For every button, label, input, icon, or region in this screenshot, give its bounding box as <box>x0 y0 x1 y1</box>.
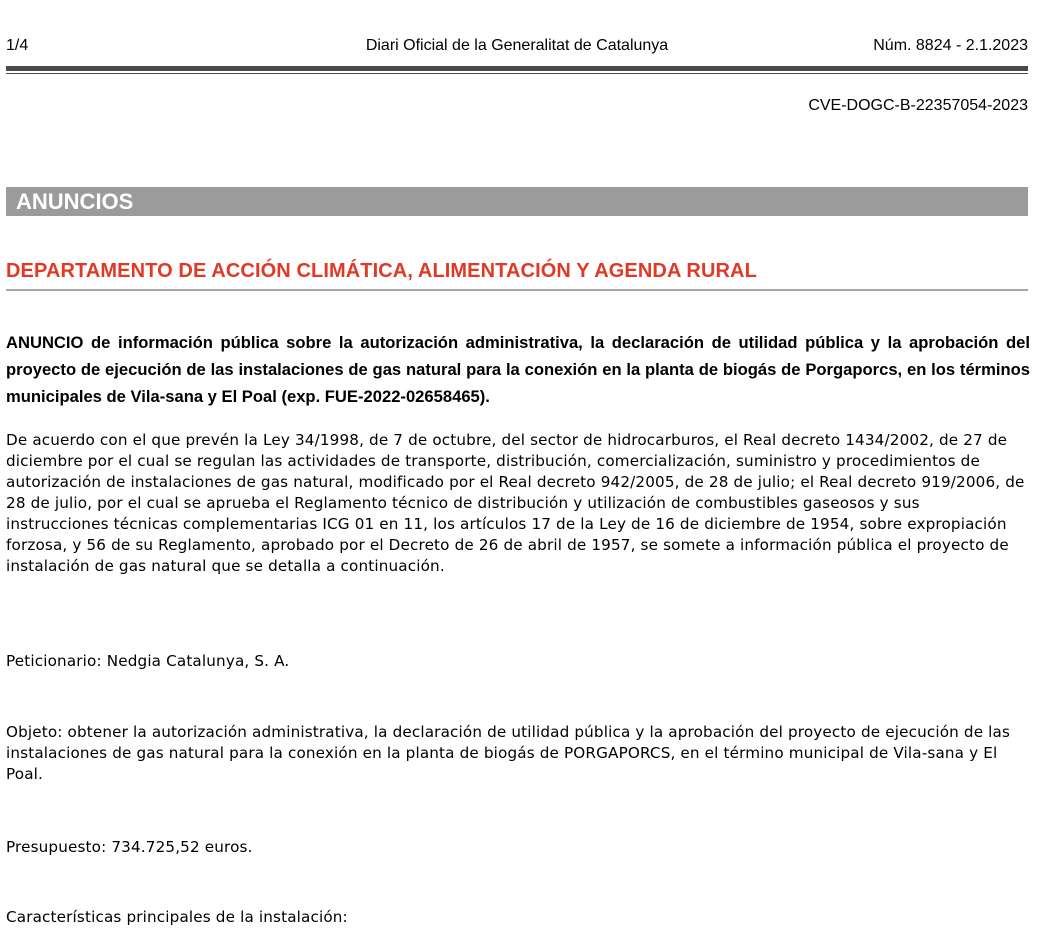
petitioner-paragraph: Peticionario: Nedgia Catalunya, S. A. <box>6 652 290 670</box>
cve-identifier: CVE-DOGC-B-22357054-2023 <box>808 97 1028 114</box>
page-number: 1/4 <box>6 37 29 54</box>
header-rule-thick <box>6 66 1028 71</box>
issue-number: Núm. 8824 - 2.1.2023 <box>873 37 1028 54</box>
budget-paragraph: Presupuesto: 734.725,52 euros. <box>6 838 253 856</box>
department-title: DEPARTAMENTO DE ACCIÓN CLIMÁTICA, ALIMENTACIÓN Y AGENDA RURAL <box>6 260 757 282</box>
department-rule <box>6 289 1028 291</box>
header-rule-thin <box>6 73 1028 74</box>
section-title: ANUNCIOS <box>16 189 134 214</box>
page-header <box>6 37 1028 59</box>
section-banner <box>6 187 1028 216</box>
object-paragraph: Objeto: obtener la autorización administrativa, la declaración de utilidad pública y la aprobación del proyecto de ejecución de las instalaciones de gas natural para la conexión en la planta de biogás de PORGAPORCS, en el término municipal de Vila-sana y El Poal. <box>6 723 1011 783</box>
announcement-title: ANUNCIO de información pública sobre la autorización administrativa, la declaración de utilidad pública y la aprobación del proyecto de ejecución de las instalaciones de gas natural para la conexión en la planta de biogás de Porgaporcs, en los términos municipales de Vila-sana y El Poal (exp. FUE-2022-02658465). <box>6 333 1030 406</box>
intro-paragraph: De acuerdo con el que prevén la Ley 34/1998, de 7 de octubre, del sector de hidrocarburos, el Real decreto 1434/2002, de 27 de diciembre por el cual se regulan las actividades de transporte, distribución, comercialización, suministro y procedimientos de autorización de instalaciones de gas natural, modificado por el Real decreto 942/2005, de 28 de julio; el Real decreto 919/2006, de 28 de julio, por el cual se aprueba el Reglamento técnico de distribución y utilización de combustibles gaseosos y sus instrucciones técnicas complementarias ICG 01 en 11, los artículos 17 de la Ley de 16 de diciembre de 1954, sobre expropiación forzosa, y 56 de su Reglamento, aprobado por el Decreto de 26 de abril de 1957, se somete a información pública el proyecto de instalación de gas natural que se detalla a continuación. <box>6 431 1025 575</box>
features-heading: Características principales de la instalación: <box>6 908 348 926</box>
journal-title: Diari Oficial de la Generalitat de Catalunya <box>365 37 669 54</box>
